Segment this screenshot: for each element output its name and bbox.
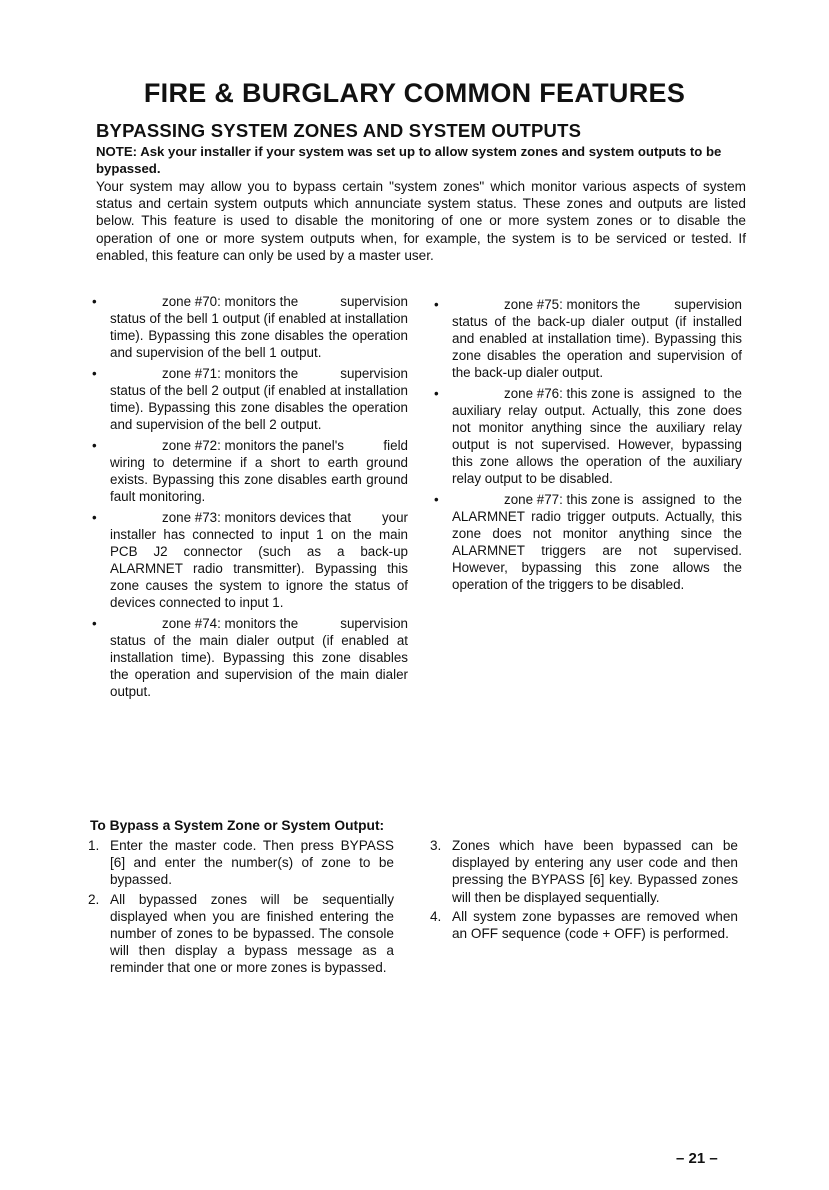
bullet-icon: • [92,294,97,309]
bullet-icon: • [434,492,439,507]
zone-item-76 [434,385,742,487]
step-number: 1. [88,838,100,853]
zone-description: assigned to the auxiliary relay output. Actually, this zone does not monitor anything since the auxiliary relay output is not supervised. However, bypassing this zone allows the operation of the auxiliary relay output to be disabled. [452,386,742,486]
procedure-step-3 [430,837,738,906]
procedure-heading: To Bypass a System Zone or System Output: [90,818,385,833]
bullet-icon: • [92,438,97,453]
installer-note: NOTE: Ask your installer if your system was set up to allow system zones and system outputs to be bypassed. [96,144,722,176]
zone-description: assigned to the ALARMNET radio trigger outputs. Actually, this zone does not monitor anything since the ALARMNET triggers are not supervised. However, bypassing this zone allows the operation of the triggers to be disabled. [452,492,742,592]
step-text: Enter the master code. Then press BYPASS [6] and enter the number(s) of zone to be bypassed. [110,838,394,888]
procedure-step-1 [88,837,394,889]
zone-item-77 [434,491,742,593]
zone-list-right [434,296,742,597]
step-number: 3. [430,838,442,853]
zone-description: field wiring to determine if a short to earth ground exists. Bypassing this zone disables earth ground fault monitoring. [110,438,408,504]
zone-lead: zone #74: monitors the [162,616,299,631]
zone-list-left [92,293,408,704]
zone-lead: zone #75: monitors the [504,297,641,312]
step-number: 2. [88,891,100,907]
page-title: FIRE & BURGLARY COMMON FEATURES [143,78,686,108]
step-text: All bypassed zones will be sequentially displayed when you are finished entering the number of zones to be bypassed. The console will then display a bypass message as a reminder that one or more zones is bypassed. [110,891,394,976]
zone-lead: zone #72: monitors the panel's [162,438,344,453]
zone-item-75 [434,296,742,381]
zone-description: supervision status of the bell 2 output (if enabled at installation time). Bypassing this zone disables the operation and supervision of the bell 2 output. [110,366,408,432]
zone-item-74 [92,615,408,700]
step-text: All system zone bypasses are removed when an OFF sequence (code + OFF) is performed. [452,908,738,942]
zone-lead: zone #71: monitors the [162,366,299,381]
page-number: – 21 – [676,1150,718,1167]
section-title: BYPASSING SYSTEM ZONES AND SYSTEM OUTPUTS [96,120,582,141]
procedure-step-4 [430,908,738,942]
procedure-steps-left [88,837,394,979]
procedure-step-2 [88,891,394,977]
bullet-icon: • [92,366,97,381]
zone-item-73 [92,509,408,611]
intro-paragraph: Your system may allow you to bypass certain "system zones" which monitor various aspects of system status and certain system outputs which annunciate system status. These zones and outputs are listed below. This feature is used to disable the monitoring of one or more system zones or to disable the operation of one or more system outputs when, for example, the system is to be serviced or tested. If enabled, this feature can only be used by a master user. [96,179,746,263]
zone-lead: zone #70: monitors the [162,294,299,309]
step-text: Zones which have been bypassed can be displayed by entering any user code and then pressing the BYPASS [6] key. Bypassed zones will then be displayed sequentially. [452,838,738,905]
step-number: 4. [430,908,442,924]
bullet-icon: • [434,297,439,312]
bullet-icon: • [434,386,439,401]
bullet-icon: • [92,510,97,525]
zone-lead: zone #76: this zone is [504,386,634,401]
zone-description: supervision status of the back-up dialer output (if installed and enabled at installation time). Bypassing this zone disables the operation and supervision of the back-up dialer output. [452,297,742,380]
bullet-icon: • [92,616,97,631]
zone-item-71 [92,365,408,433]
zone-description: your installer has connected to input 1 on the main PCB J2 connector (such as a back-up ALARMNET radio transmitter). Bypassing this zone causes the system to ignore the status of devices connected to input 1. [110,510,408,610]
zone-lead: zone #73: monitors devices that [162,510,352,525]
zone-lead: zone #77: this zone is [504,492,634,507]
procedure-steps-right [430,837,738,944]
zone-item-70 [92,293,408,361]
zone-item-72 [92,437,408,505]
zone-description: supervision status of the main dialer output (if enabled at installation time). Bypassing this zone disables the operation and supervision of the main dialer output. [110,616,408,699]
zone-description: supervision status of the bell 1 output (if enabled at installation time). Bypassing this zone disables the operation and supervision of the bell 1 output. [110,294,408,360]
